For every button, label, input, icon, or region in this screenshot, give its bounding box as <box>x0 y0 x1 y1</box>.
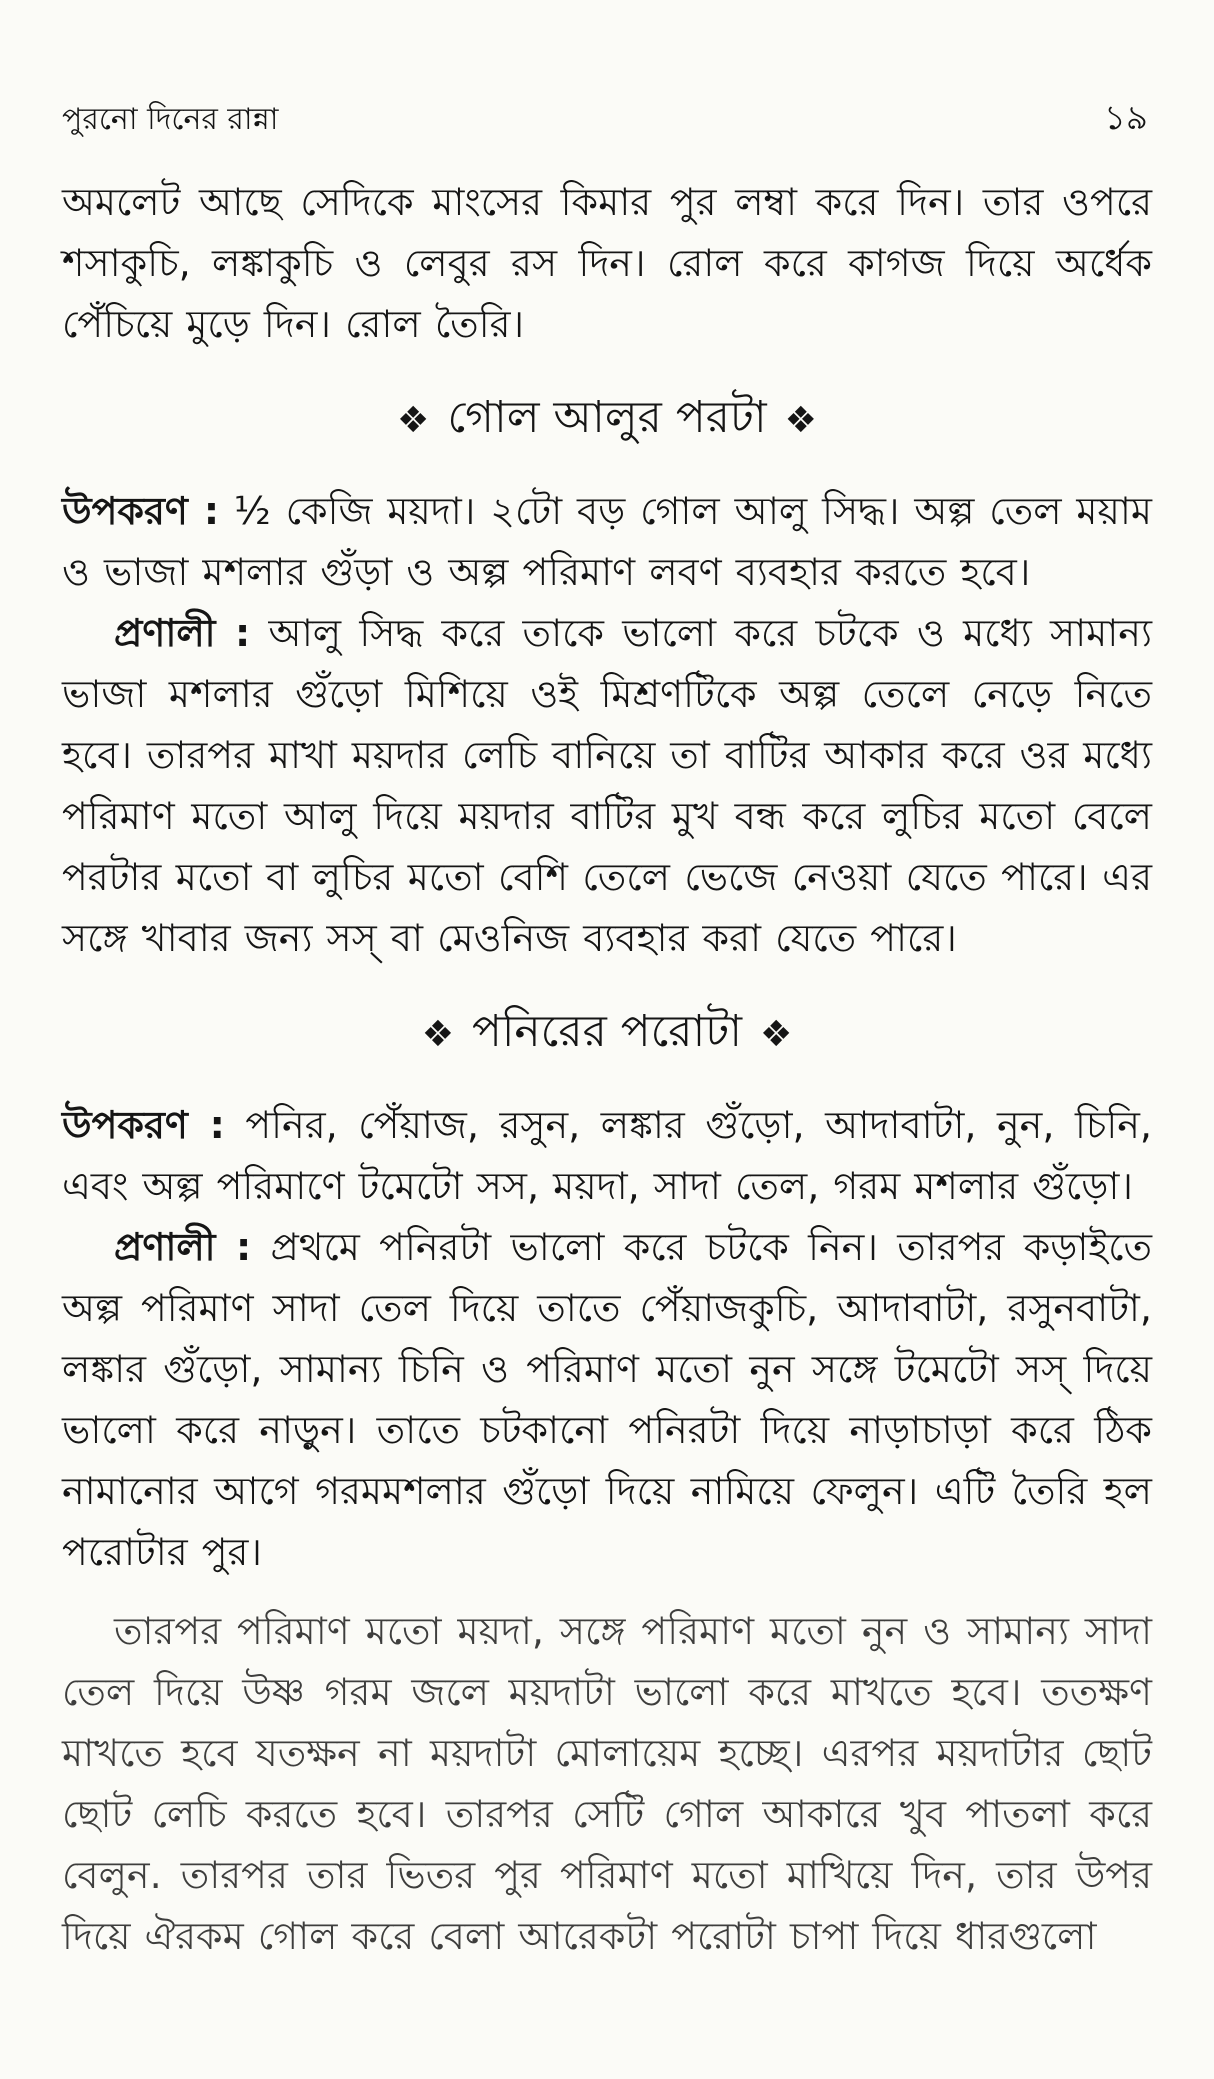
ingredients-label: উপকরণ : <box>62 489 220 533</box>
recipe-heading <box>62 365 1152 475</box>
ingredients-text: ½ কেজি ময়দা। ২টো বড় গোল আলু সিদ্ধ। অল্প তেল ময়াম ও ভাজা মশলার গুঁড়া ও অল্প পরিমাণ লবণ ব্যবহার করতে হবে। <box>62 489 1152 594</box>
paragraph-gap <box>62 1583 1152 1601</box>
running-title: পুরনো দিনের রান্না <box>62 102 279 137</box>
ingredients-text: পনির, পেঁয়াজ, রসুন, লঙ্কার গুঁড়ো, আদাবাটা, নুন, চিনি, এবং অল্প পরিমাণে টমেটো সস, ময়দা, সাদা তেল, গরম মশলার গুঁড়ো। <box>62 1103 1152 1208</box>
ingredients-paragraph <box>62 481 1152 603</box>
method-label: প্রণালী : <box>114 611 251 655</box>
recipe-title: পনিরের পরোটা <box>471 1005 743 1057</box>
ornament-icon: ❖ <box>421 1013 454 1055</box>
ornament-icon: ❖ <box>397 399 430 441</box>
ornament-icon: ❖ <box>760 1013 793 1055</box>
method-paragraph <box>62 603 1152 969</box>
recipe-title: গোল আলুর পরটা <box>447 391 767 443</box>
method-continuation-paragraph: তারপর পরিমাণ মতো ময়দা, সঙ্গে পরিমাণ মতো নুন ও সামান্য সাদা তেল দিয়ে উষ্ণ গরম জলে ময়দাটা ভালো করে মাখতে হবে। ততক্ষণ মাখতে হবে যতক্ষন না ময়দাটা মোলায়েম হচ্ছে। এরপর ময়দাটার ছোট ছোট লেচি করতে হবে। তারপর সেটি গোল আকারে খুব পাতলা করে বেলুন. তারপর তার ভিতর পুর পরিমাণ মতো মাখিয়ে দিন, তার উপর দিয়ে ঐরকম গোল করে বেলা আরেকটা পরোটা চাপা দিয়ে ধারগুলো <box>62 1609 1152 1958</box>
method-label: প্রণালী : <box>114 1225 252 1269</box>
running-header <box>62 92 1152 152</box>
ingredients-paragraph <box>62 1095 1152 1217</box>
method-text: প্রথমে পনিরটা ভালো করে চটকে নিন। তারপর কড়াইতে অল্প পরিমাণ সাদা তেল দিয়ে তাতে পেঁয়াজকুচি, আদাবাটা, রসুনবাটা, লঙ্কার গুঁড়ো, সামান্য চিনি ও পরিমাণ মতো নুন সঙ্গে টমেটো সস্ দিয়ে ভালো করে নাড়ুন। তাতে চটকানো পনিরটা দিয়ে নাড়াচাড়া করে ঠিক নামানোর আগে গরমমশলার গুঁড়ো দিয়ে নামিয়ে ফেলুন। এটি তৈরি হল পরোটার পুর। <box>62 1225 1152 1574</box>
method-paragraph <box>62 1217 1152 1583</box>
intro-paragraph: অমলেট আছে সেদিকে মাংসের কিমার পুর লম্বা করে দিন। তার ওপরে শসাকুচি, লঙ্কাকুচি ও লেবুর রস দিন। রোল করে কাগজ দিয়ে অর্ধেক পেঁচিয়ে মুড়ে দিন। রোল তৈরি। <box>62 180 1152 346</box>
recipe-heading <box>62 979 1152 1089</box>
method-text: আলু সিদ্ধ করে তাকে ভালো করে চটকে ও মধ্যে সামান্য ভাজা মশলার গুঁড়ো মিশিয়ে ওই মিশ্রণটিকে অল্প তেলে নেড়ে নিতে হবে। তারপর মাখা ময়দার লেচি বানিয়ে তা বাটির আকার করে ওর মধ্যে পরিমাণ মতো আলু দিয়ে ময়দার বাটির মুখ বন্ধ করে লুচির মতো বেলে পরটার মতো বা লুচির মতো বেশি তেলে ভেজে নেওয়া যেতে পারে। এর সঙ্গে খাবার জন্য সস্ বা মেওনিজ ব্যবহার করা যেতে পারে। <box>62 611 1152 960</box>
ornament-icon: ❖ <box>784 399 817 441</box>
page-number: ১৯ <box>1103 98 1148 138</box>
ingredients-label: উপকরণ : <box>62 1103 225 1147</box>
